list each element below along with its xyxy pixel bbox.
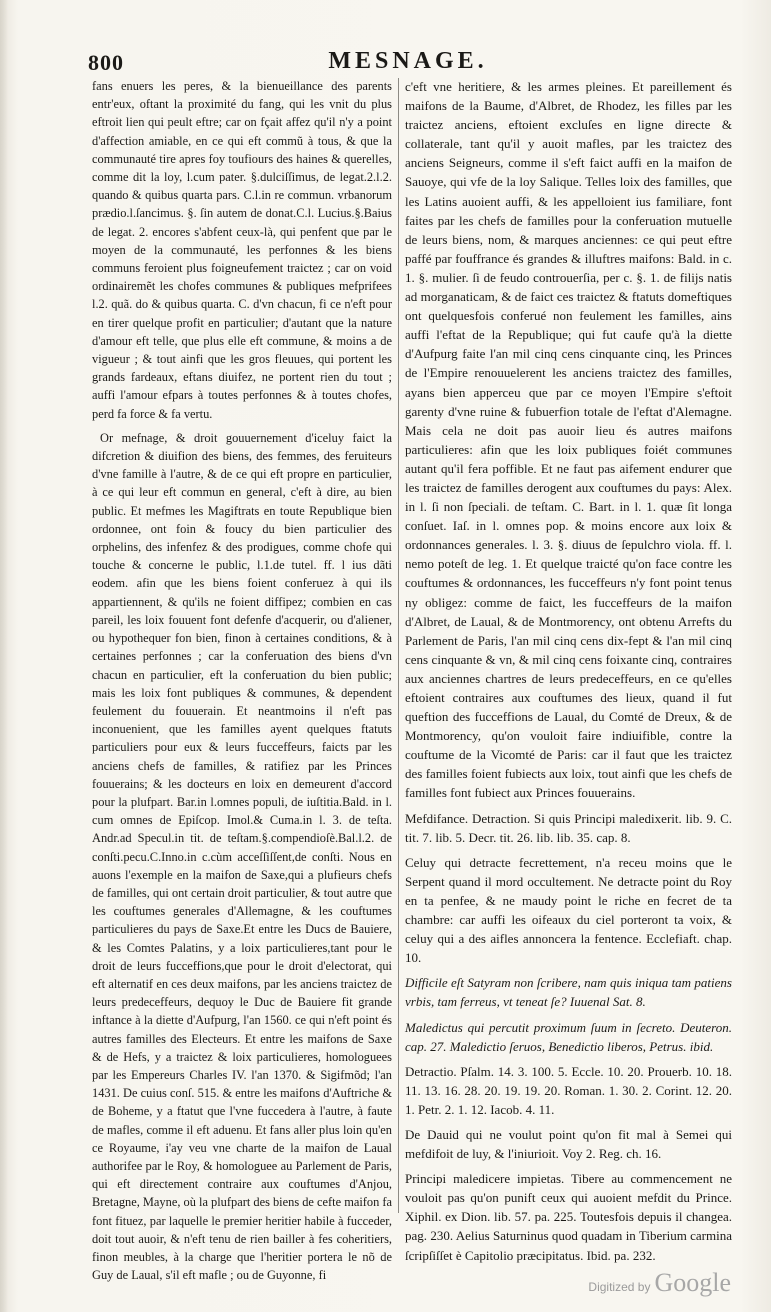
digitized-by-watermark (588, 1268, 731, 1298)
column-divider (398, 78, 399, 1213)
left-paragraph-1: fans enuers les peres, & la bienueillance des parents entr'eux, oftant la proximité du fang, qui les vnit du plus eftroit lien qui peult eftre; car on fçait affez qu'il n'y a point d'affection amiable, en ce qui eft commũ à tous, & que la communauté tire apres foy toufiours des haines & querelles, comme dit la loy, l.cum pater. §.dulciſſimus, de legat.2.l.2. quando & quibus quarta pars. C.l.in re commun. vrbanorum prædio.l.ſancimus. §. ſin autem de donat.C.l. Lucius.§.Baius de legat. 2. encores s'abfent ceux-là, qui penfent que par le moyen de la communauté, les perfonnes & les biens communs feroient plus foigneufement traictez ; car on void ordinairemẽt les chofes communes & publiques mefprifees l.2. quã. do & quibus quarta. C. d'vn chacun, fi ce n'eft pour en tirer quelque profit en particulier; d'autant que la nature d'amour eft telle, que plus elle eft commune, & moins a de vigueur ; & tout ainfi que les gros fleuues, qui portent les grands fardeaux, eftans diuifez, ne portent rien du tout ; auffi l'amour efpars à toutes perfonnes & à toutes chofes, perd fa force & fa vertu. (92, 79, 392, 421)
digitized-by-text: Digitized by (588, 1280, 651, 1294)
right-column (405, 77, 732, 1265)
page-number: 800 (88, 50, 124, 75)
right-paragraph-2: Mefdifance. Detraction. Si quis Principi maledixerit. lib. 9. C. tit. 7. lib. 5. Decr. tit. 26. lib. lib. 35. cap. 8. (405, 810, 732, 845)
right-paragraph-1: c'eft vne heritiere, & les armes pleines. Et pareillement és maifons de la Baume, d'Albret, de Rhodez, les filles par les traictez anciens, eftoient excluſes en ligne directe & collaterale, tant qu'il y auoit mafles, par les traictez des anciens Seigneurs, comme il s'eft faict auffi en la maifon de Sauoye, qui vfe de la loy Salique. Telles loix des familles, que les Latins auoient auffi, & les appelloient ius familiare, font faites par les chefs de familles pour la conferuation mutuelle de leurs biens, nom, & marques anciennes: ce qui peut eftre paffé par fouffrance és grandes & illuftres maifons: Bald. in c. 1. §. mulier. ſi de feudo controuerſia, per c. §. 1. de filijs natis ad morganaticam, & de faict ces traictez & ftatuts domeftiques ont quelquesfois conferué non feulement les familles, ains auffi l'eftat de la Republique; qui fut caufe qu'à la diette d'Aufpurg faite l'an mil cinq cens cinquante cinq, les Princes de l'Empire renouuelerent les anciens traictez des familles, ayans bien apperceu que par ce moyen l'Empire s'eftoit garenty d'vne ruine & fubuerfion totale de l'eftat d'Alemagne. Mais cela ne doit pas auoir lieu és autres maifons particulieres: afin que les loix publiques foiét communes autant qu'il fera poffible. Et ne faut pas aifement endurer que les traictez de familles derogent aux couftumes du pays: Alex. in l. ſi non ſpeciali. de teſtam. C. Bart. in l. 1. quæ ſit longa conſuet. Iaſ. in l. omnes pop. & moins encore aux loix & ordonnances generales. l. 3. §. diuus de ſepulchro viola. ff. l. nemo poteſt de leg. 1. Et quelque traicté qu'on face contre les couftumes & ordonnances, les fucceffeurs n'y font point tenus ny obligez: comme de faict, les fucceffeurs de la maifon d'Albret, de Laual, & de Montmorency, ont obtenu Arrefts du Parlement de Paris, l'an mil cinq cens dix-fept & l'an mil cinq cens cinquante & vn, & mil cinq cens foixante cinq, contraires aux anciennes chartres de leurs predeceffeurs, en ce qu'elles eftoient contraires aux couftumes des lieux, quand il fut queftion des fucceffions de Laual, du Comté de Dreux, & de Montmorency, qu'on vouloit faire indiuifible, contre la couftume de la Vicomté de Paris: car il faut que les traictez des familles foient fubiects aux loix, tout ainfi que les chefs de familles font fubiect aux Princes fouuerains. (405, 79, 732, 801)
right-paragraph-5: Maledictus qui percutit proximum ſuum in ſecreto. Deuteron. cap. 27. Maledictio ſeruos, Benedictio liberos, Petrus. ibid. (405, 1019, 732, 1054)
left-paragraph-2: Or mefnage, & droit gouuernement d'iceluy faict la difcretion & diuifion des biens, des femmes, des feruiteurs d'vne famille à l'autre, & de ce qui eft propre en particulier, à ce qui leur eft commun en general, c'eft à dire, au bien public. Et mefmes les Magiftrats en toute Republique bien ordonnee, ont foin & foucy du bien particulier des orphelins, des infenfez & des prodigues, comme chofe qui touche & concerne le public, l.1.de tutel. ff. l ius dãti eodem. afin que les biens foient conferuez à qui ils appartiennent, & qu'ils ne foient diffipez; combien en cas pareil, les loix fouuent font defenfe d'acquerir, ou d'aliener, ou hypothequer fon bien, finon à certaines conditions, & à certaines perfonnes ; car la conferuation des biens d'vn chacun en particulier, eft la conferuation du bien public; mais les loix font publiques & communes, & dependent feulement du fouuerain. Et neantmoins il n'eft pas inconuenient, que les familles ayent quelques ftatuts particuliers pour eux & leurs fucceffeurs, faicts par les anciens chefs de familles, & ratifiez par les Princes fouuerains; & les docteurs en loix en demeurent d'accord pour la plufpart. Bar.in l.omnes populi, de iuſtitia.Bald. in l. cum omnes de Epiſcop. Imol.& Cuma.in l. 3. de teſta. Andr.ad Specul.in tit. de teſtam.§.compendioſè.Bal.l.2. de conſti.pecu.C.Inno.in c.cùm acceſſiſſent,de conſti. Nous en auons l'exemple en la maifon de Saxe,qui a plufieurs chefs de familles, qui ont certain droit particulier, & tout autre que les couftumes generales d'Allemagne, & les couftumes particulieres du pays de Saxe.Et entre les Ducs de Bauiere, & les Comtes Palatins, y a loix particulieres,tant pour le droit de leurs fucceffions,que pour le droit d'electorat, qui eft alternatif en ces deux maifons, par les anciens traictez de leurs predeceffeurs, dequoy le Duc de Bauiere fit grande inftance à la diette d'Aufpurg, l'an 1560. ce qui n'eft point és autres familles des Electeurs. Et entre les maifons de Saxe & de Hefs, y a traictez & loix particulieres, homologuees par les Empereurs Charles IV. l'an 1370. & Sigifmõd; l'an 1431. De cuius conſ. 515. & entre les maifons d'Auftriche & de Boheme, y a ftatut que l'vne fuccedera à l'autre, à faute de mafles, comme il eft aduenu. Et fans aller plus loin qu'en ce Royaume, i'ay veu vne charte de la maifon de Laual authorifee par le Roy, & homologuee au Parlement de Paris, qui eft directement contraire aux couftumes d'Anjou, Bretagne, Mayne, où la plufpart des biens de cefte maifon fa font fituez, par laquelle le premier heritier habile à fucceder, doit tout auoir, & n'eft tenu de rien bailler à fes coheritiers, finon meubles, à la charge que l'heritier portera le nõ de Guy de Laual, s'il eft mafle ; ou de Guyonne, fi (92, 430, 393, 1283)
right-paragraph-3: Celuy qui detracte fecrettement, n'a receu moins que le Serpent quand il mord occultement. Ne detracte point du Roy en ta penfee, & ne maudy point le riche en fecret de ta chambre: car auffi les oifeaux du ciel porteront ta voix, & celuy qui a des aifles annoncera la fentence. Ecclefiaft. chap. 10. (405, 854, 732, 966)
right-paragraph-6: Detractio. Pſalm. 14. 3. 100. 5. Eccle. 10. 20. Prouerb. 10. 18. 11. 13. 16. 28. 20. 19. 19. 20. Roman. 1. 30. 2. Corint. 12. 20. 1. Petr. 2. 1. 12. Iacob. 4. 11. (405, 1063, 732, 1117)
page-header (88, 48, 728, 76)
google-logo: Google (654, 1268, 731, 1297)
right-paragraph-4: Difficile eſt Satyram non ſcribere, nam quis iniqua tam patiens vrbis, tam ferreus, vt teneat ſe? Iuuenal Sat. 8. (405, 975, 732, 1010)
left-column (92, 77, 392, 1284)
right-paragraph-8: Principi maledicere impietas. Tibere au commencement ne vouloit pas qu'on punift ceux qui auoient mefdit du Prince. Xiphil. ex Dion. lib. 57. pa. 225. Toutesfois depuis il changea. pag. 230. Aelius Saturninus quod quadam in Tiberium carmina ſcripſiſſet è Capitolio præcipitatus. Ibid. pa. 232. (405, 1171, 732, 1263)
right-paragraph-7: De Dauid qui ne voulut point qu'on fit mal à Semei qui mefdifoit de luy, & l'iniurioit. Voy 2. Reg. ch. 16. (405, 1126, 732, 1162)
running-title: MESNAGE. (328, 48, 488, 74)
page-gutter-shadow (0, 0, 8, 1312)
